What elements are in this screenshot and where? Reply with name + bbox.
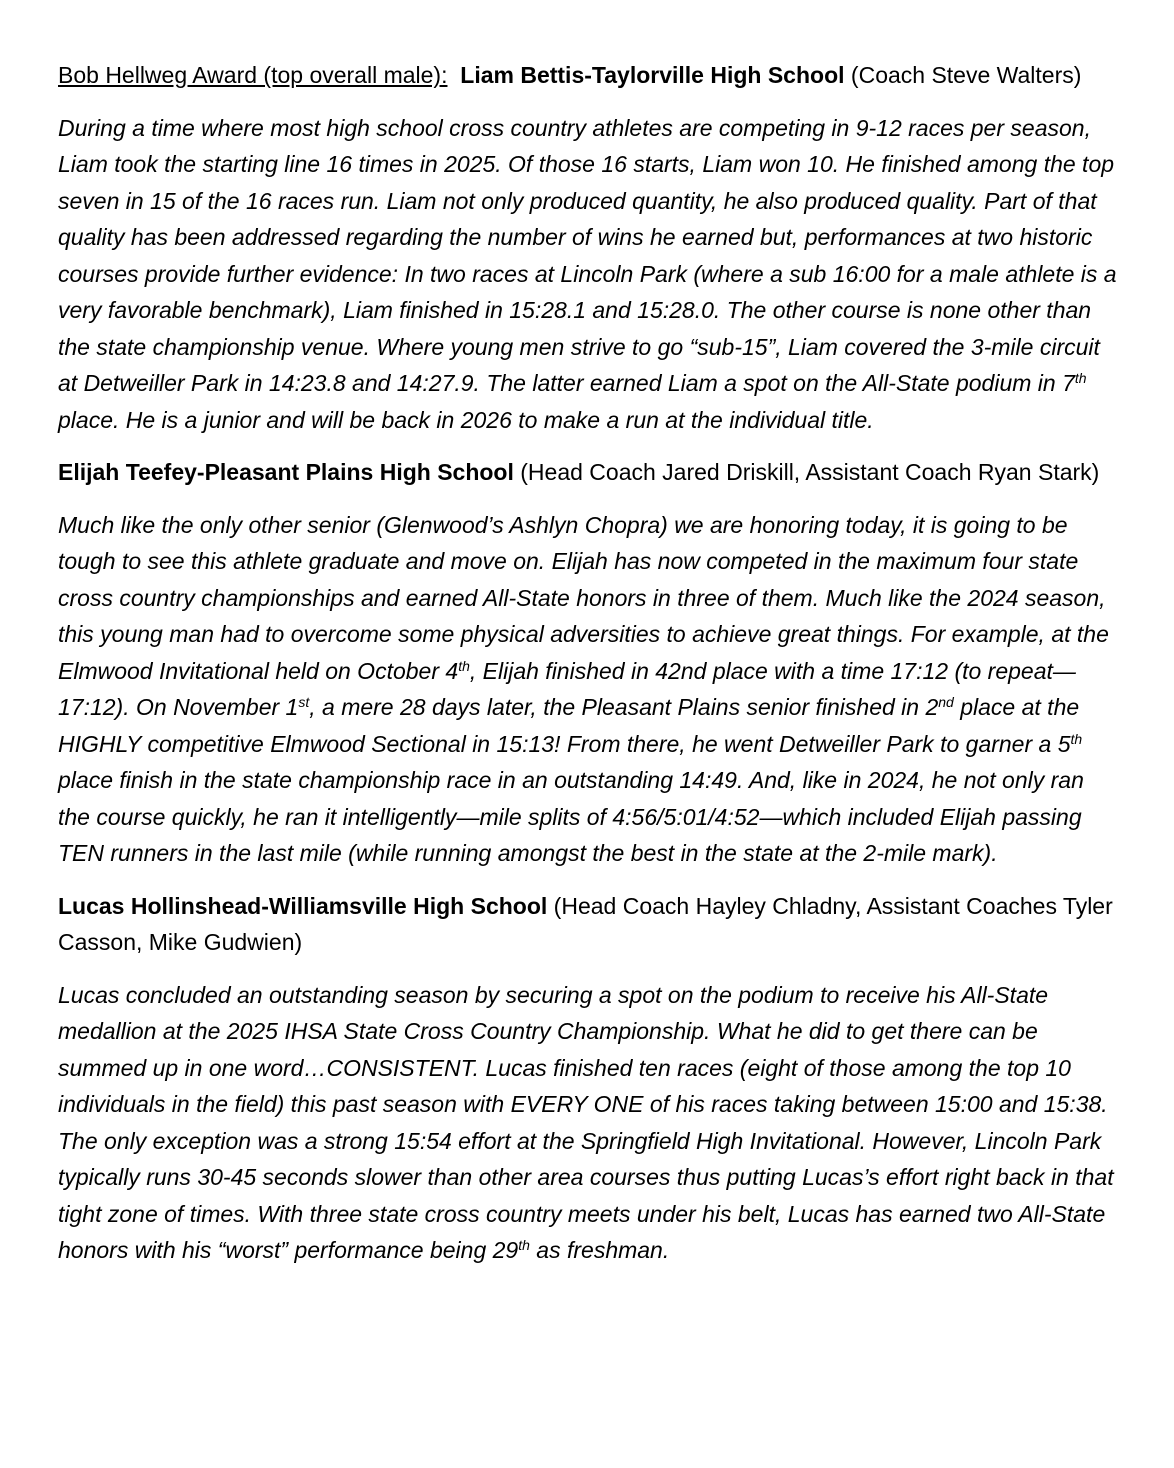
athlete-heading-elijah-teefey xyxy=(58,454,1118,491)
coach-credits: (Head Coach Jared Driskill, Assistant Coach Ryan Stark) xyxy=(520,459,1100,485)
athlete-name-school: Elijah Teefey-Pleasant Plains High School xyxy=(58,459,514,485)
athlete-description-liam-bettis: During a time where most high school cross country athletes are competing in 9-12 races per season, Liam took the starting line 16 times in 2025. Of those 16 starts, Liam won 10. He finished among the top seven in 15 of the 16 races run. Liam not only produced quantity, he also produced quality. Part of that quality has been addressed regarding the number of wins he earned but, performances at two historic courses provide further evidence: In two races at Lincoln Park (where a sub 16:00 for a male athlete is a very favorable benchmark), Liam finished in 15:28.1 and 15:28.0. The other course is none other than the state championship venue. Where young men strive to go “sub-15”, Liam covered the 3-mile circuit at Detweiller Park in 14:23.8 and 14:27.9. The latter earned Liam a spot on the All-State podium in 7th place. He is a junior and will be back in 2026 to make a run at the individual title. xyxy=(58,114,1117,433)
award-heading-liam-bettis xyxy=(58,57,1118,94)
award-label: Bob Hellweg Award (top overall male): xyxy=(58,62,448,88)
athlete-name-school: Lucas Hollinshead-Williamsville High School xyxy=(58,892,548,919)
athlete-name-school: Liam Bettis-Taylorville High School xyxy=(460,62,845,88)
coach-credits: (Coach Steve Walters) xyxy=(850,62,1082,88)
athlete-description-lucas-hollinshead: Lucas concluded an outstanding season by securing a spot on the podium to receive his All-State medallion at the 2025 IHSA State Cross Country Championship. What he did to get there can be summed up in one word…CONSISTENT. Lucas finished ten races (eight of those among the top 10 individuals in the field) this past season with EVERY ONE of his races taking between 15:00 and 15:38. The only exception was a strong 15:54 effort at the Springfield High Invitational. However, Lincoln Park typically runs 30-45 seconds slower than other area courses thus putting Lucas’s effort right back in that tight zone of times. With three state cross country meets under his belt, Lucas has earned two All-State honors with his “worst” performance being 29th as freshman. xyxy=(58,981,1114,1263)
athlete-description-elijah-teefey: Much like the only other senior (Glenwood’s Ashlyn Chopra) we are honoring today, it is going to be tough to see this athlete graduate and move on. Elijah has now competed in the maximum four state cross country championships and earned All-State honors in three of them. Much like the 2024 season, this young man had to overcome some physical adversities to achieve great things. For example, at the Elmwood Invitational held on October 4th, Elijah finished in 42nd place with a time 17:12 (to repeat—17:12). On November 1st, a mere 28 days later, the Pleasant Plains senior finished in 2nd place at the HIGHLY competitive Elmwood Sectional in 15:13! From there, he went Detweiller Park to garner a 5th place finish in the state championship race in an outstanding 14:49. And, like in 2024, he not only ran the course quickly, he ran it intelligently—mile splits of 4:56/5:01/4:52—which included Elijah passing TEN runners in the last mile (while running amongst the best in the state at the 2-mile mark). xyxy=(58,511,1109,866)
coach-credits: (Head Coach Hayley Chladny, Assistant Coaches Tyler Casson, Mike Gudwien) xyxy=(58,892,1113,955)
athlete-heading-lucas-hollinshead xyxy=(58,888,1118,961)
